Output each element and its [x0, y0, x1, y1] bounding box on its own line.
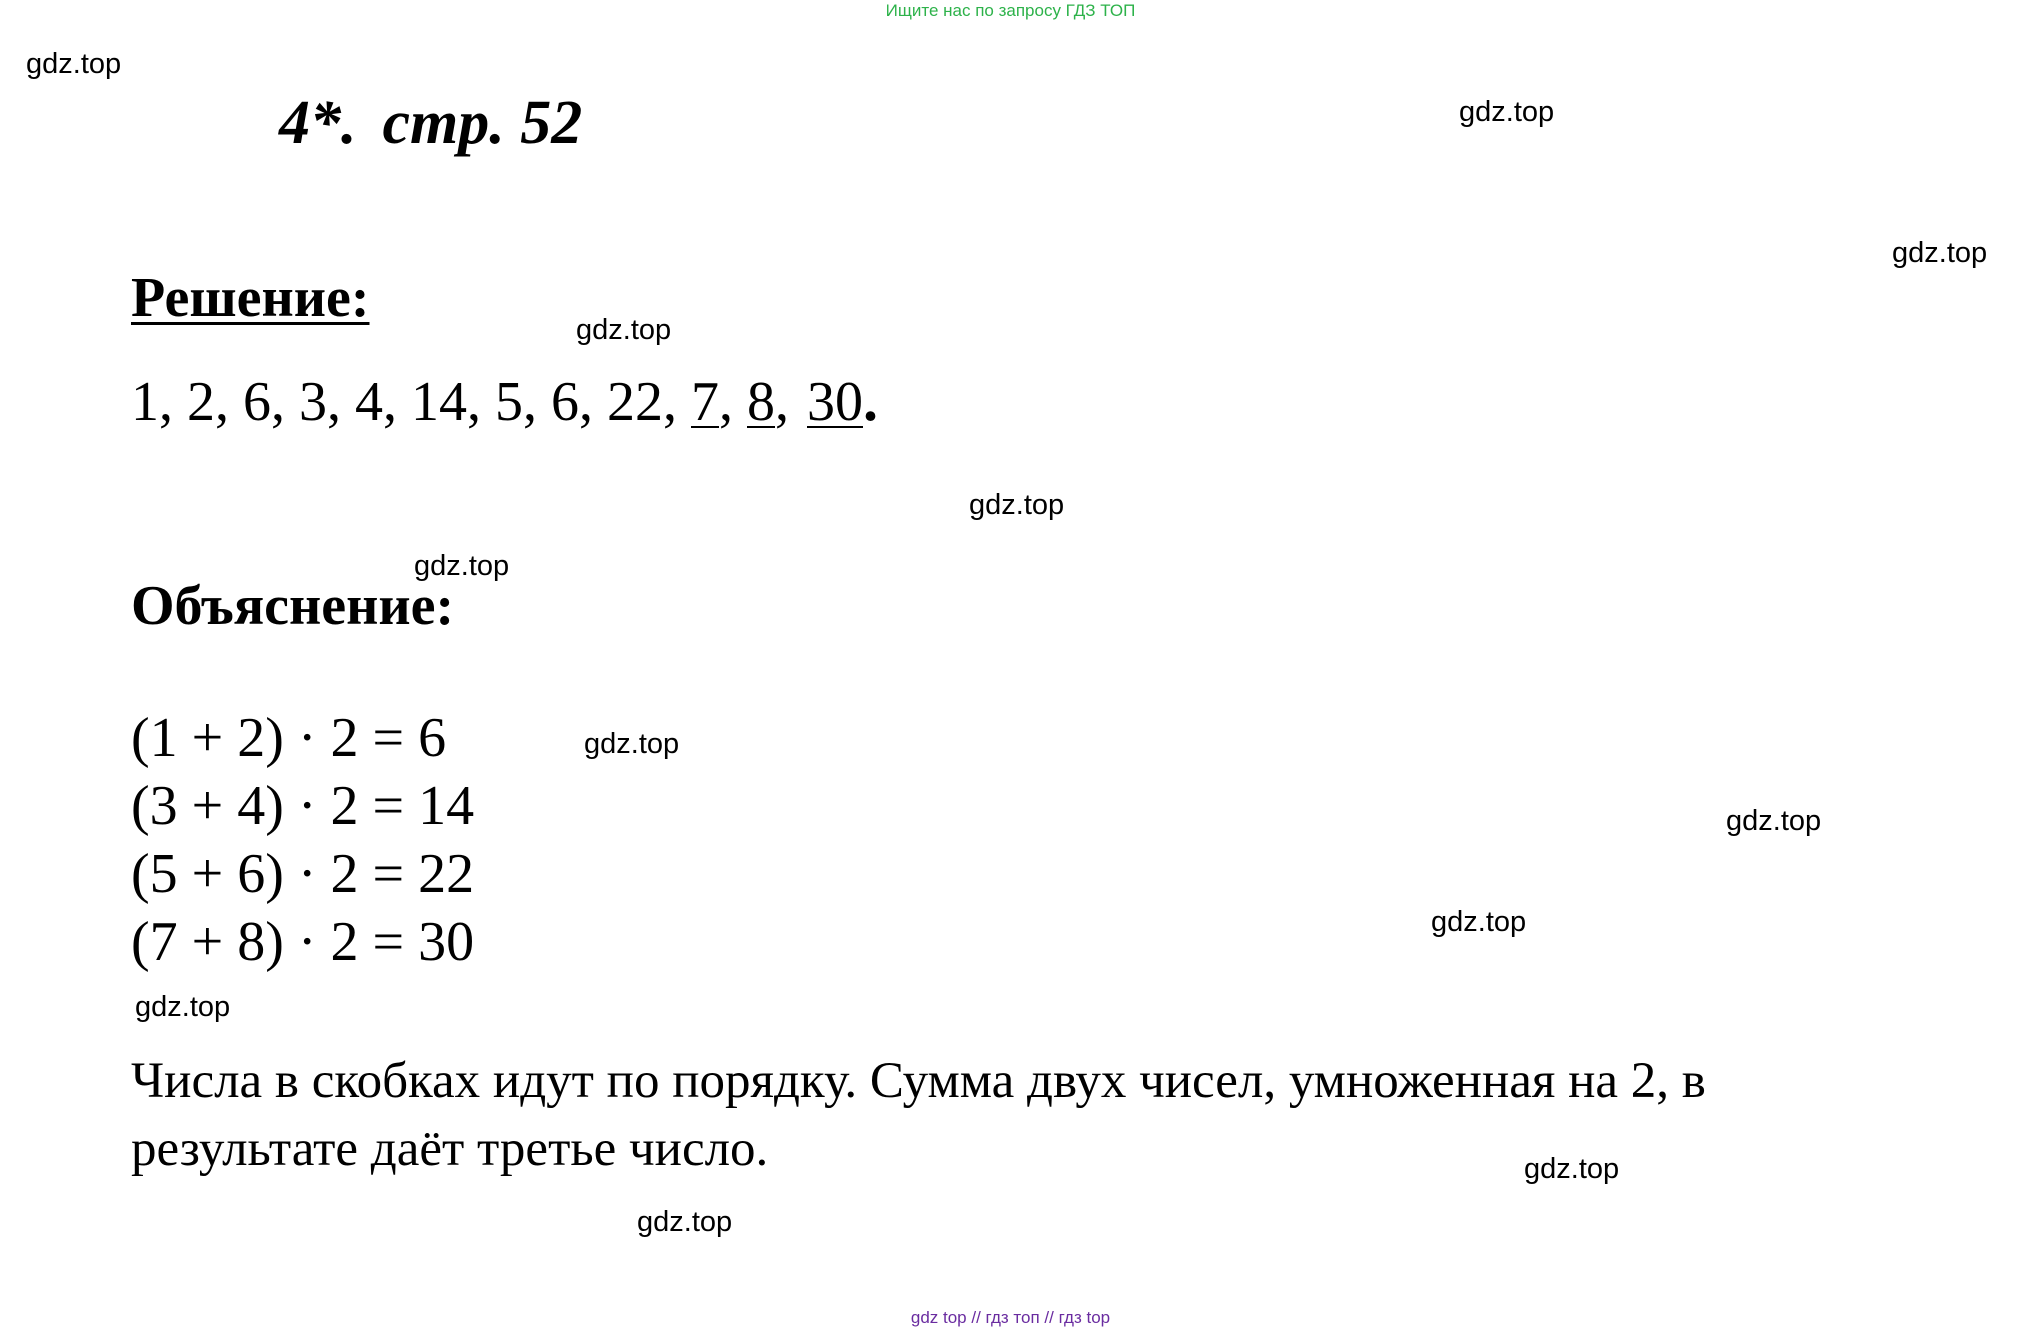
solution-heading: Решение:: [131, 267, 370, 329]
watermark: gdz.top: [1459, 96, 1555, 128]
answer-value-3: 30: [807, 371, 863, 433]
watermark: gdz.top: [1524, 1153, 1620, 1185]
equation-line: (3 + 4) · 2 = 14: [131, 775, 475, 837]
task-title: [279, 88, 582, 159]
watermark: gdz.top: [584, 728, 680, 760]
answer-sequence: [131, 366, 878, 435]
watermark: gdz.top: [1726, 805, 1822, 837]
answer-value-2: 8: [747, 371, 775, 433]
task-number: 4*.: [279, 89, 357, 157]
sequence-separator: ,: [719, 371, 747, 433]
answer-value-1: 7: [691, 371, 719, 433]
sequence-separator: ,: [775, 371, 789, 433]
watermark: gdz.top: [135, 991, 231, 1023]
equation-line: (1 + 2) · 2 = 6: [131, 707, 447, 769]
equation-line: (5 + 6) · 2 = 22: [131, 843, 475, 905]
watermark: gdz.top: [26, 48, 122, 80]
footer-separator: //: [1044, 1308, 1054, 1327]
footer-links: [0, 1308, 2021, 1328]
watermark: gdz.top: [637, 1206, 733, 1238]
watermark: gdz.top: [576, 314, 672, 346]
page-reference: стр. 52: [382, 89, 583, 157]
explanation-text-line: результате даёт третье число.: [131, 1121, 769, 1177]
footer-link[interactable]: gdz top: [910, 1308, 967, 1327]
footer-link[interactable]: гдз top: [1058, 1308, 1111, 1327]
watermark: gdz.top: [414, 550, 510, 582]
watermark: gdz.top: [1431, 906, 1527, 938]
explanation-heading: Объяснение:: [131, 575, 455, 637]
footer-separator: //: [971, 1308, 981, 1327]
equation-line: (7 + 8) · 2 = 30: [131, 911, 475, 973]
sequence-end: .: [863, 367, 878, 433]
top-banner-text[interactable]: Ищите нас по запросу ГДЗ ТОП: [885, 1, 1136, 20]
explanation-text-line: Числа в скобках идут по порядку. Сумма двух чисел, умноженная на 2, в: [131, 1053, 1706, 1109]
sequence-given: 1, 2, 6, 3, 4, 14, 5, 6, 22,: [131, 371, 691, 433]
footer-link[interactable]: гдз топ: [985, 1308, 1040, 1327]
watermark: gdz.top: [969, 489, 1065, 521]
watermark: gdz.top: [1892, 237, 1988, 269]
top-banner[interactable]: [0, 1, 2021, 21]
